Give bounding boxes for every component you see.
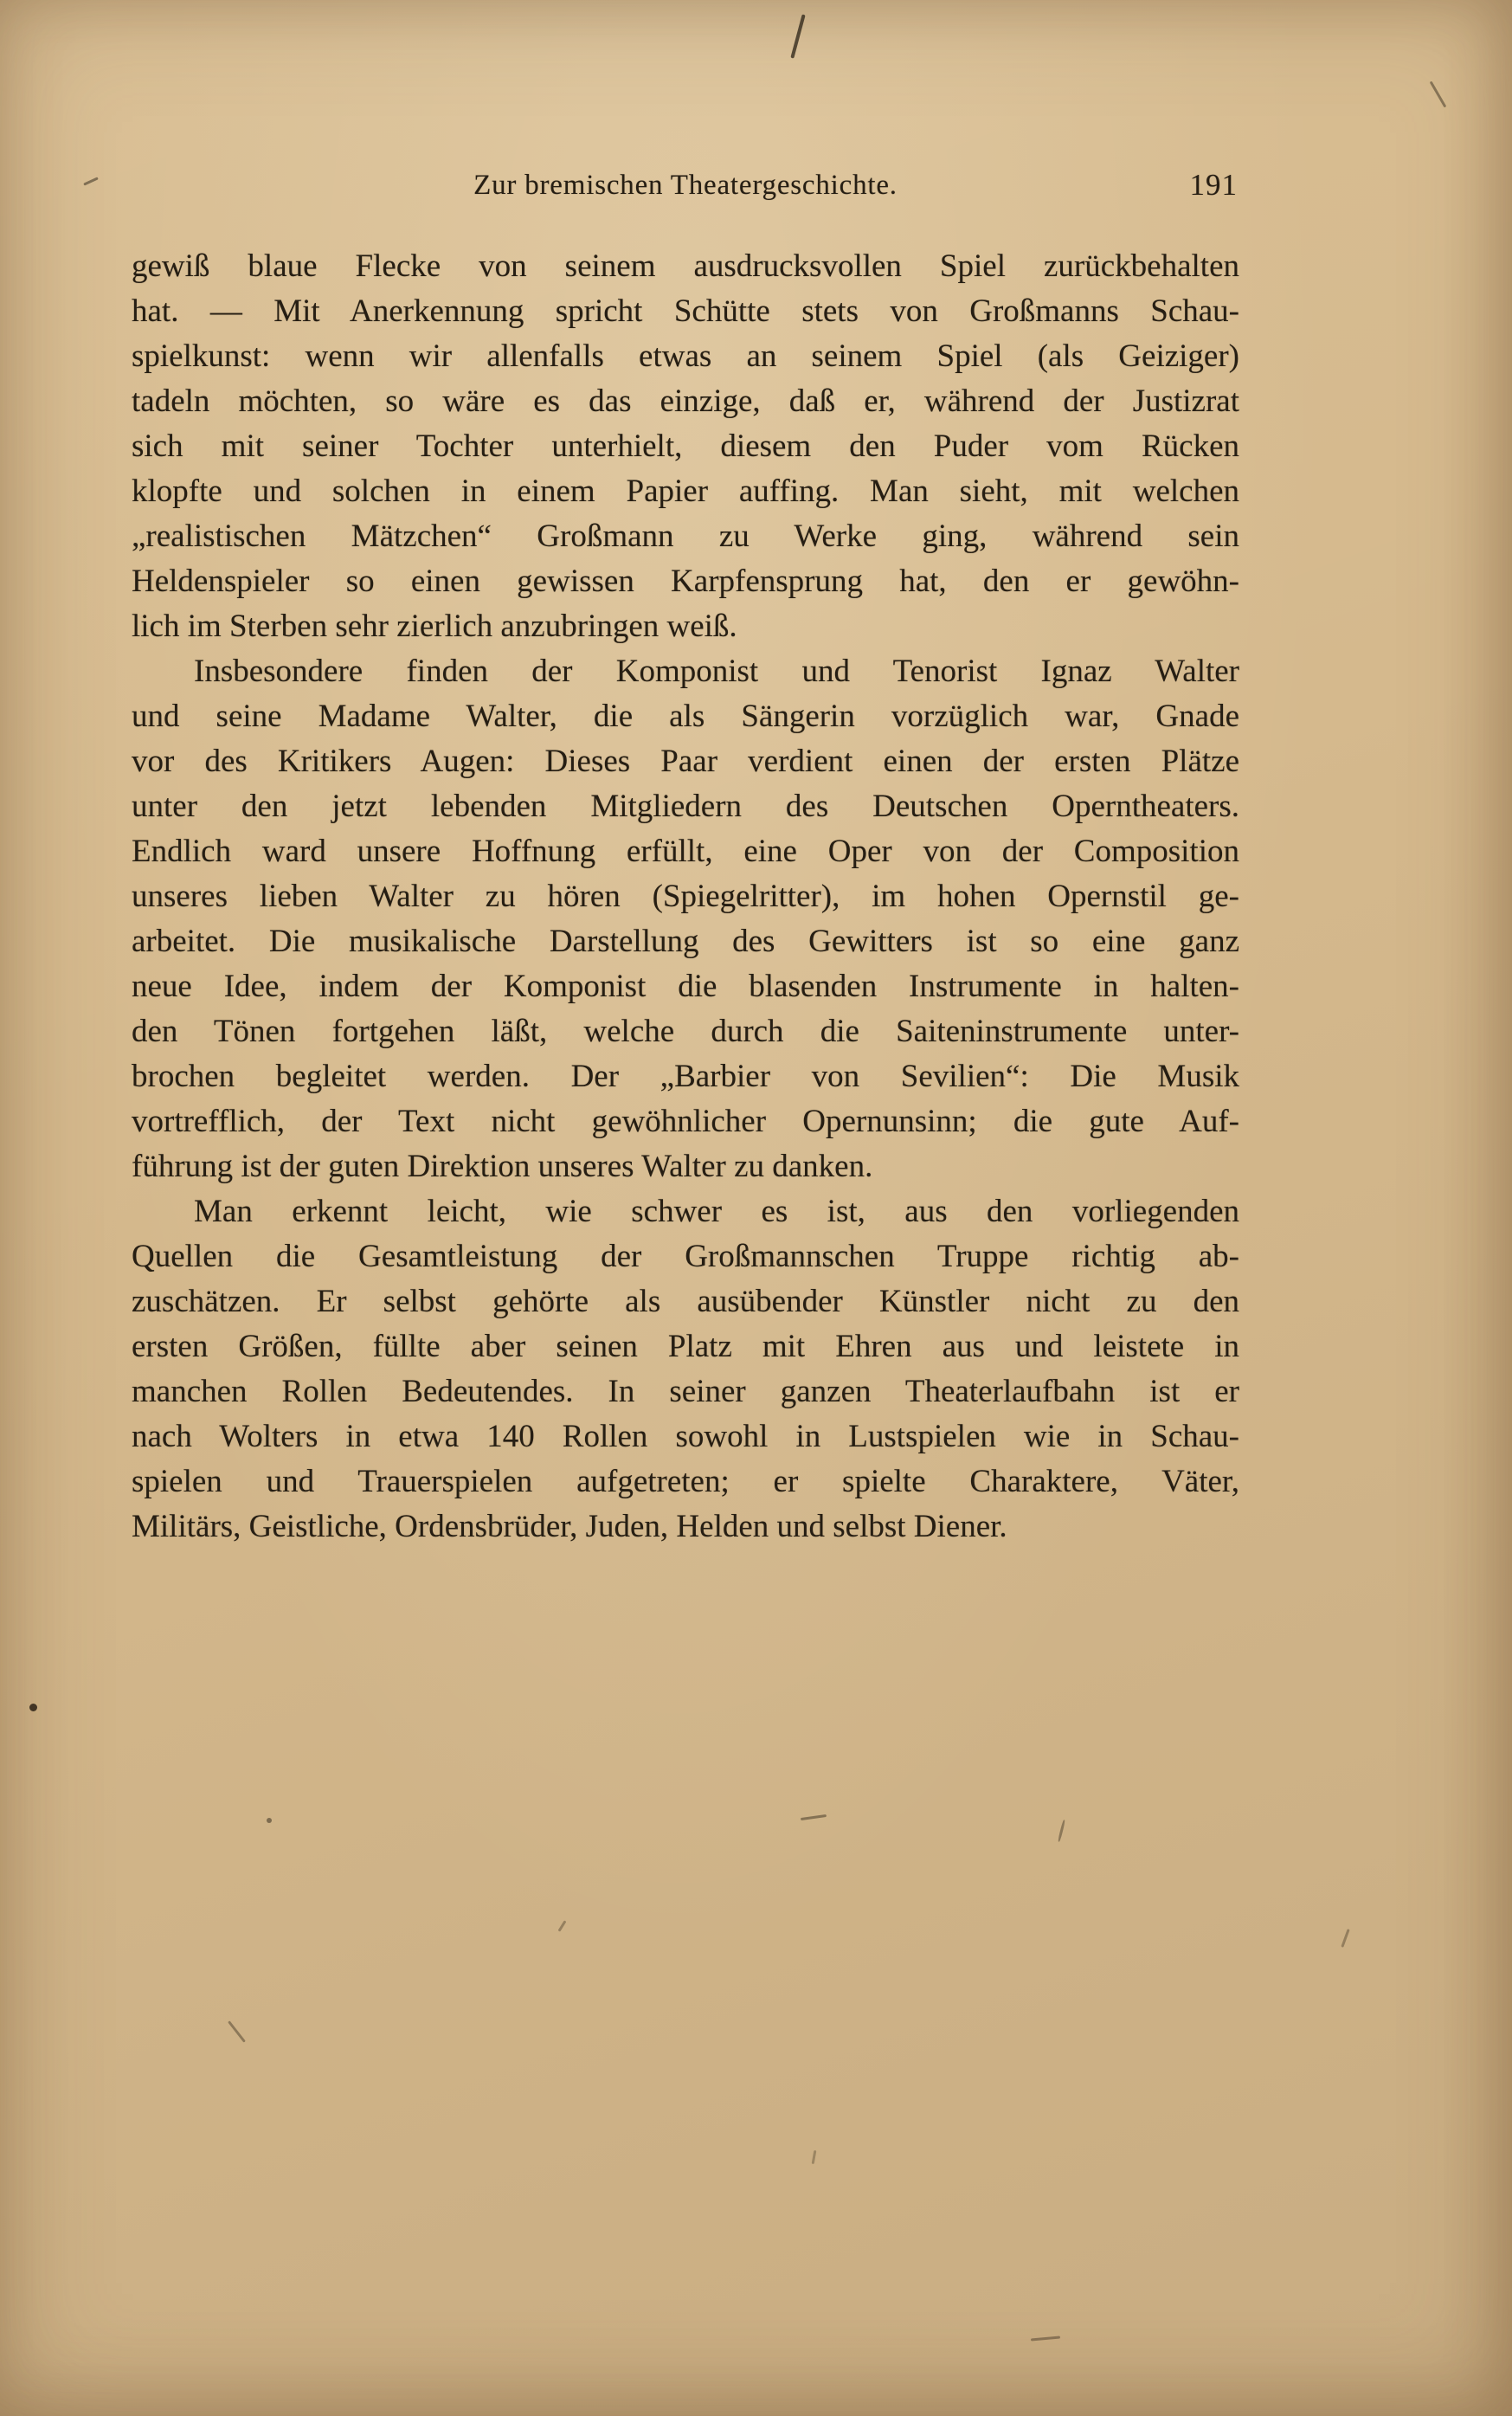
paper-mark [790, 14, 805, 58]
running-title: Zur bremischen Theatergeschichte. [473, 170, 898, 201]
text-line: Quellen die Gesamtleistung der Großmannschen Truppe richtig ab- [132, 1239, 1239, 1274]
text-line: tadeln möchten, so wäre es das einzige, daß er, während der Justizrat [132, 383, 1239, 419]
paper-mark [1058, 1820, 1065, 1842]
text-line: neue Idee, indem der Komponist die blasenden Instrumente in halten- [132, 969, 1239, 1004]
paper-mark [1341, 1929, 1349, 1948]
text-line: zuschätzen. Er selbst gehörte als ausübender Künstler nicht zu den [132, 1284, 1239, 1319]
paper-mark [812, 2150, 817, 2164]
paper-mark [29, 1704, 37, 1711]
text-line: ersten Größen, füllte aber seinen Platz mit Ehren aus und leistete in [132, 1329, 1239, 1364]
text-line: gewiß blaue Flecke von seinem ausdrucksvollen Spiel zurückbehalten [132, 248, 1239, 284]
text-line: und seine Madame Walter, die als Sängerin vorzüglich war, Gnade [132, 699, 1239, 734]
text-line: führung ist der guten Direktion unseres Walter zu danken. [132, 1149, 873, 1184]
text-line: hat. — Mit Anerkennung spricht Schütte stets von Großmanns Schau- [132, 293, 1239, 329]
text-line: Heldenspieler so einen gewissen Karpfensprung hat, den er gewöhn- [132, 564, 1239, 599]
text-line: unseres lieben Walter zu hören (Spiegelritter), im hohen Opernstil ge- [132, 879, 1239, 914]
text-line: arbeitet. Die musikalische Darstellung des Gewitters ist so eine ganz [132, 924, 1239, 959]
text-line: Endlich ward unsere Hoffnung erfüllt, eine Oper von der Composition [132, 834, 1239, 869]
text-line: spielkunst: wenn wir allenfalls etwas an seinem Spiel (als Geiziger) [132, 338, 1239, 374]
text-line: den Tönen fortgehen läßt, welche durch die Saiteninstrumente unter- [132, 1014, 1239, 1049]
paper-mark [558, 1920, 567, 1931]
text-line: „realistischen Mätzchen“ Großmann zu Werke ging, während sein [132, 519, 1239, 554]
text-line: manchen Rollen Bedeutendes. In seiner ganzen Theaterlaufbahn ist er [132, 1374, 1239, 1409]
text-line: klopfte und solchen in einem Papier auffing. Man sieht, mit welchen [132, 474, 1239, 509]
paper-mark [228, 2020, 246, 2042]
paragraph [132, 244, 1239, 649]
text-line: vortrefflich, der Text nicht gewöhnlicher Opernunsinn; die gute Auf- [132, 1104, 1239, 1139]
text-line: Man erkennt leicht, wie schwer es ist, aus den vorliegenden [194, 1194, 1239, 1229]
text-line: vor des Kritikers Augen: Dieses Paar verdient einen der ersten Plätze [132, 744, 1239, 779]
text-line: lich im Sterben sehr zierlich anzubringen weiß. [132, 609, 737, 644]
paragraph [132, 1189, 1239, 1549]
page-header [132, 170, 1239, 204]
text-line: Insbesondere finden der Komponist und Tenorist Ignaz Walter [194, 654, 1239, 689]
text-line: sich mit seiner Tochter unterhielt, diesem den Puder vom Rücken [132, 428, 1239, 464]
text-line: nach Wolters in etwa 140 Rollen sowohl in Lustspielen wie in Schau- [132, 1419, 1239, 1454]
body-text [132, 244, 1239, 1549]
paper-mark [267, 1818, 272, 1823]
text-line: unter den jetzt lebenden Mitgliedern des Deutschen Operntheaters. [132, 789, 1239, 824]
page-number: 191 [1189, 168, 1238, 202]
text-line: brochen begleitet werden. Der „Barbier von Sevilien“: Die Musik [132, 1059, 1239, 1094]
text-line: spielen und Trauerspielen aufgetreten; er spielte Charaktere, Väter, [132, 1464, 1239, 1499]
paper-mark [1430, 81, 1447, 108]
text-column [132, 170, 1239, 1549]
text-line: Militärs, Geistliche, Ordensbrüder, Juden, Helden und selbst Diener. [132, 1509, 1007, 1544]
paragraph [132, 649, 1239, 1189]
paper-mark [83, 177, 99, 185]
paper-mark [1031, 2336, 1060, 2342]
paper-mark [801, 1814, 827, 1820]
